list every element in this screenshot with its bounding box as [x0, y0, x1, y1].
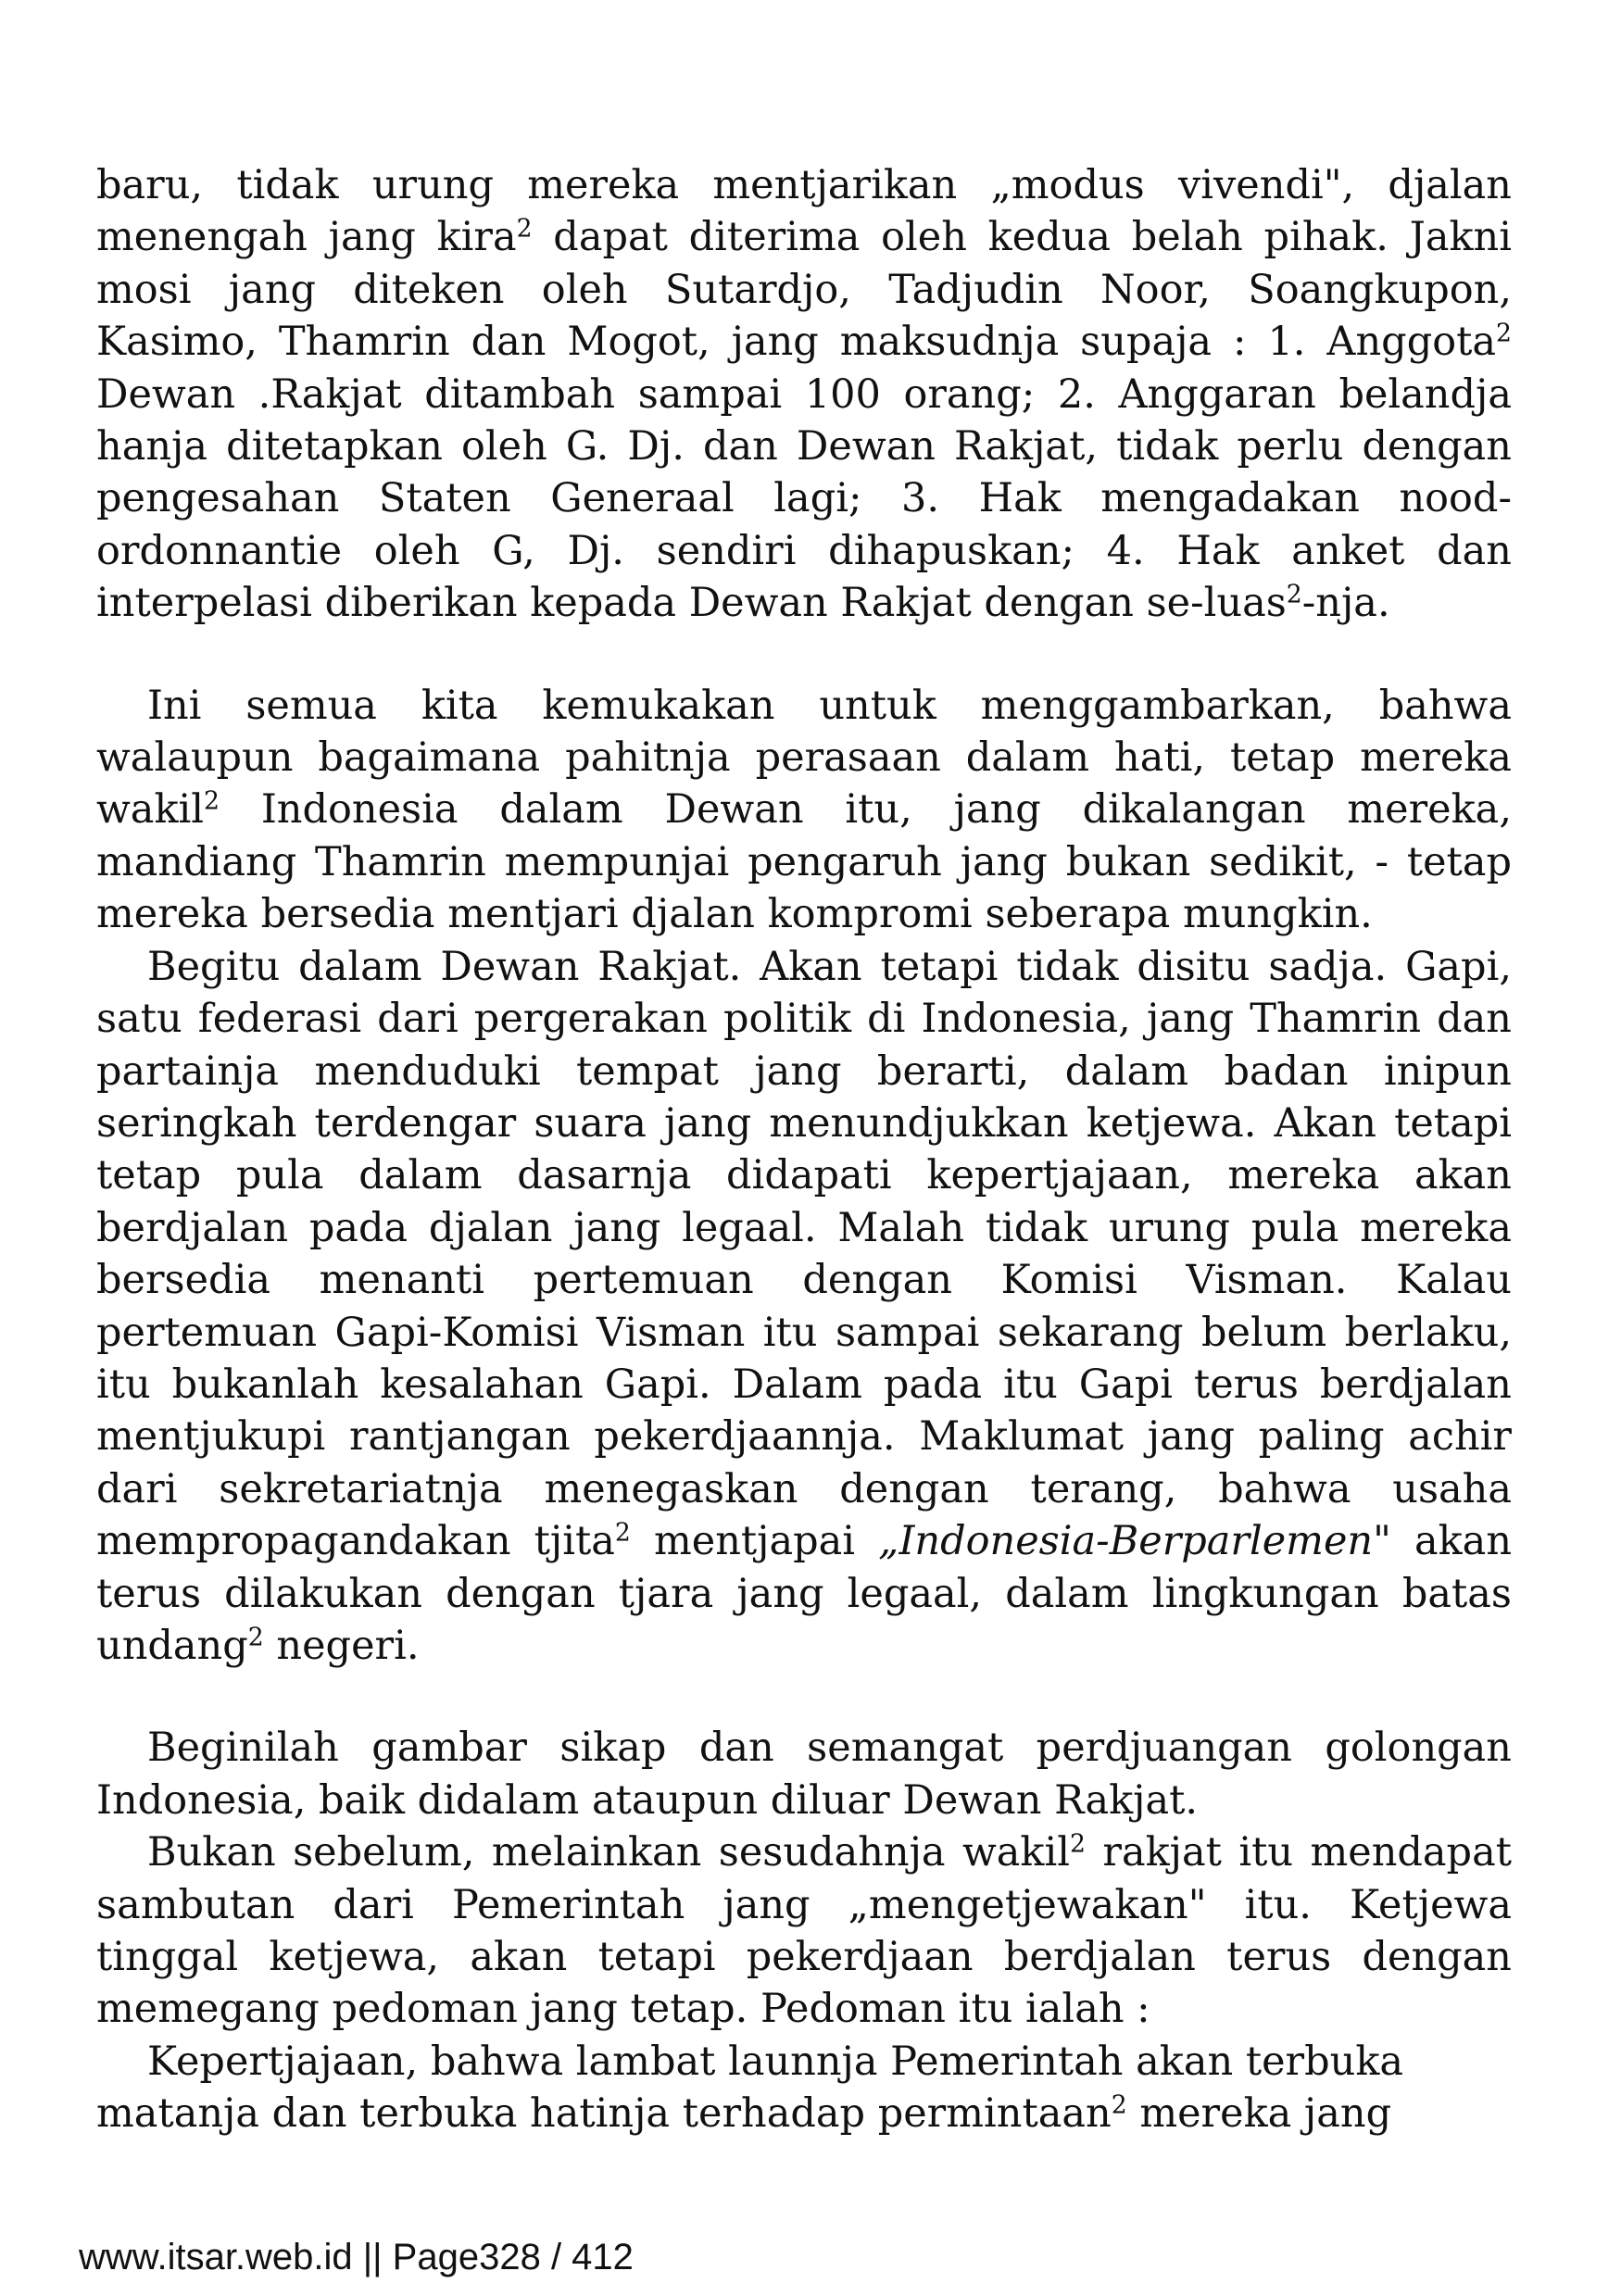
text-segment: mentjapai — [630, 1518, 879, 1565]
text-segment: Kepertjajaan, bahwa lambat launnja Pemerintah akan terbuka matanja dan terbuka hatinja terhadap permintaan — [96, 2038, 1404, 2138]
paragraph-3 — [96, 941, 1512, 1673]
text-segment: dapat diterima oleh kedua belah pihak. Jakni mosi jang diteken oleh Sutardjo, Tadjudin Noor, Soangkupon, Kasimo, Thamrin dan Mogot, jang maksudnja supaja : 1. Anggota — [96, 214, 1512, 366]
paragraph-6 — [96, 2036, 1512, 2140]
text-segment: Dewan .Rakjat ditambah sampai 100 orang; 2. Anggaran belandja hanja ditetapkan oleh G. Dj. dan Dewan Rakjat, tidak perlu dengan pengesahan Staten Generaal lagi; 3. Hak mengadakan nood-ordonnantie oleh G, Dj. sendiri dihapuskan; 4. Hak anket dan interpelasi diberikan kepada Dewan Rakjat dengan se-luas — [96, 370, 1512, 627]
text-segment: -nja. — [1301, 580, 1390, 627]
text-segment: Ini semua kita kemukakan untuk menggambarkan, bahwa walaupun bagaimana pahitnja perasaan dalam hati, tetap mereka wakil — [96, 682, 1512, 834]
text-segment: rakjat itu mendapat sambutan dari Pemerintah jang „mengetjewakan" itu. Ketjewa tinggal ketjewa, akan tetapi pekerdjaan berdjalan terus dengan memegang pedoman jang tetap. Pedoman itu ialah : — [96, 1829, 1512, 2033]
paragraph-1 — [96, 159, 1512, 630]
text-segment: Bukan sebelum, melainkan sesudahnja wakil — [147, 1829, 1070, 1876]
text-segment: Begitu dalam Dewan Rakjat. Akan tetapi tidak disitu sadja. Gapi, satu federasi dari pergerakan politik di Indonesia, jang Thamrin dan partainja menduduki tempat jang berarti, dalam badan inipun seringkah terdengar suara jang menundjukkan ketjewa. Akan tetapi tetap pula dalam dasarnja didapati kepertjajaan, mereka akan berdjalan pada djalan jang legaal. Malah tidak urung pula mereka bersedia menanti pertemuan dengan Komisi Visman. Kalau pertemuan Gapi-Komisi Visman itu sampai sekarang belum berlaku, itu bukanlah kesalahan Gapi. Dalam pada itu Gapi terus berdjalan mentjukupi rantjangan pekerdjaannja. Maklumat jang paling achir dari sekretariatnja menegaskan dengan terang, bahwa usaha mempropagandakan tjita — [96, 943, 1512, 1565]
text-segment: negeri. — [263, 1622, 420, 1669]
paragraph-2 — [96, 680, 1512, 941]
superscript-marker: 2 — [247, 1623, 264, 1652]
superscript-marker: 2 — [516, 214, 533, 244]
text-segment: Indonesia dalam Dewan itu, jang dikalangan mereka, mandiang Thamrin mempunjai pengaruh jang bukan sedikit, - tetap mereka bersedia mentjari djalan kompromi seberapa mungkin. — [96, 786, 1512, 938]
superscript-marker: 2 — [614, 1518, 631, 1548]
superscript-marker: 2 — [1070, 1829, 1086, 1859]
body-text — [96, 159, 1512, 2140]
superscript-marker: 2 — [1496, 319, 1512, 348]
italic-phrase: „Indonesia-Berparlemen" — [878, 1518, 1391, 1565]
superscript-marker: 2 — [1286, 580, 1302, 609]
paragraph-5 — [96, 1826, 1512, 2036]
superscript-marker: 2 — [204, 786, 220, 816]
superscript-marker: 2 — [1111, 2090, 1127, 2120]
text-segment: mereka jang — [1126, 2090, 1392, 2138]
text-segment: Beginilah gambar sikap dan semangat perdjuangan golongan Indonesia, baik didalam ataupun diluar Dewan Rakjat. — [96, 1725, 1512, 1824]
paragraph-4 — [96, 1722, 1512, 1826]
text-segment: baru, tidak urung mereka mentjarikan „modus vivendi", djalan menengah jang kira — [96, 162, 1512, 261]
page-footer: www.itsar.web.id || Page328 / 412 — [79, 2237, 634, 2277]
text-segment: akan terus dilakukan dengan tjara jang legaal, dalam lingkungan batas undang — [96, 1518, 1513, 1669]
